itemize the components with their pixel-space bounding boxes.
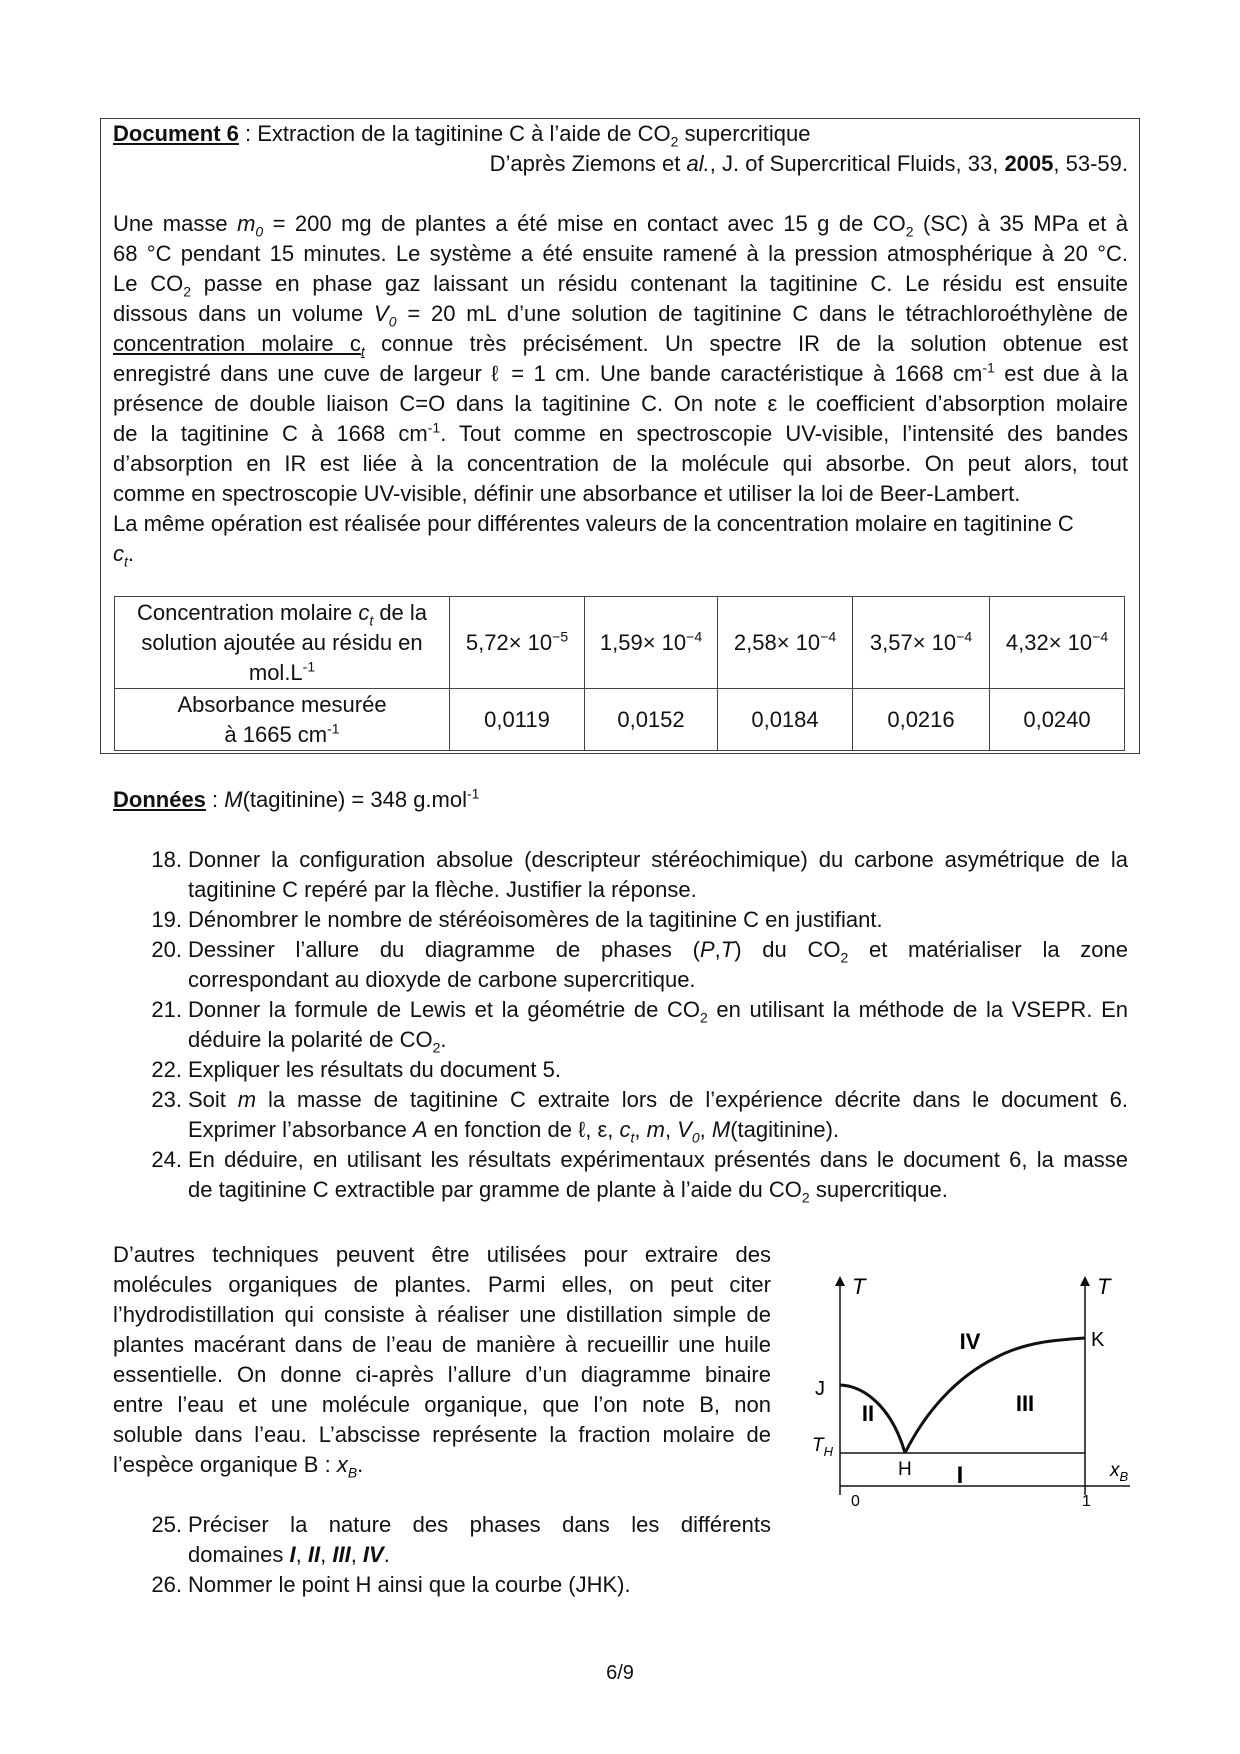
paragraph-line: plantes macérant dans de l’eau de manière à recueillir une huile xyxy=(113,1332,771,1357)
table-cell: 0,0152 xyxy=(585,689,718,751)
table-header-cell: Concentration molaire $c_t$ de la solution ajoutée au résidu en $mol.L^{-1}$ xyxy=(115,597,450,689)
table-cell: 0,0184 xyxy=(718,689,853,751)
document-6-title: Document 6 : Extraction de la tagitinine C à l’aide de $CO_2$ supercritique xyxy=(113,121,811,150)
paragraph-line: Une masse $m_0 = 200$ mg de plantes a été mise en contact avec 15 g de $CO_2$ (SC) à 35 MPa et à xyxy=(113,211,1128,240)
tick-0-label: 0 xyxy=(851,1493,860,1508)
question-19: Dénombrer le nombre de stéréoisomères de la tagitinine C en justifiant. xyxy=(188,907,883,932)
paragraph-line: concentration molaire $c_t$ connue très précisément. Un spectre IR de la solution obtenue est xyxy=(113,331,1128,360)
question-number: 20. xyxy=(151,937,182,962)
document-6-reference: D’après Ziemons et al., J. of Supercritical Fluids, 33, 2005, 53-59. xyxy=(489,151,1128,176)
region-ii-label: II xyxy=(861,1401,875,1426)
point-k-label: K xyxy=(1091,1329,1105,1351)
tick-1-label: 1 xyxy=(1082,1493,1091,1508)
right-axis-arrow xyxy=(1080,1276,1090,1286)
table-cell: $1,59\times 10^{-4}$ xyxy=(585,597,718,689)
t-axis-label-left: T xyxy=(852,1274,866,1299)
table-header-cell: Absorbance mesurée à 1665 $cm^{-1}$ xyxy=(115,689,450,751)
table-cell: 0,0119 xyxy=(450,689,585,751)
region-i-label: I xyxy=(956,1462,964,1489)
paragraph-line: entre l’eau et une molécule organique, que l’on note B, non xyxy=(113,1392,771,1417)
question-25: Préciser la nature des phases dans les différents xyxy=(188,1512,771,1537)
paragraph-line: présence de double liaison C=O dans la tagitinine C. On note ε le coefficient d’absorption molaire xyxy=(113,391,1128,416)
table-cell: 0,0216 xyxy=(853,689,990,751)
paragraph-line: l’hydrodistillation qui consiste à réaliser une distillation simple de xyxy=(113,1302,771,1327)
table-cell: $5,72\times 10^{-5}$ xyxy=(450,597,585,689)
question-number: 21. xyxy=(151,997,182,1022)
question-number: 22. xyxy=(151,1057,182,1082)
table-cell: $3,57\times 10^{-4}$ xyxy=(853,597,990,689)
paragraph-line: comme en spectroscopie UV-visible, définir une absorbance et utiliser la loi de Beer-Lambert. xyxy=(113,481,1021,506)
region-iv-label: IV xyxy=(959,1329,981,1354)
paragraph-line: l’espèce organique B : $x_B$. xyxy=(113,1452,364,1481)
paragraph-line: soluble dans l’eau. L’abscisse représente la fraction molaire de xyxy=(113,1422,771,1447)
xb-axis-label: $x_B$ xyxy=(1110,1460,1129,1484)
paragraph-line: La même opération est réalisée pour différentes valeurs de la concentration molaire en tagitinine C xyxy=(113,511,1074,536)
paragraph-line: $c_t$. xyxy=(113,541,135,570)
question-20-cont: correspondant au dioxyde de carbone supercritique. xyxy=(188,967,696,992)
question-number: 19. xyxy=(151,907,182,932)
table-row xyxy=(115,689,1125,751)
question-18-cont: tagitinine C repéré par la flèche. Justifier la réponse. xyxy=(188,877,697,902)
question-number: 23. xyxy=(151,1087,182,1112)
point-j-label: J xyxy=(815,1378,825,1400)
paragraph-line: molécules organiques de plantes. Parmi elles, on peut citer xyxy=(113,1272,771,1297)
paragraph-line: dissous dans un volume $V_0 = 20$ mL d’une solution de tagitinine C dans le tétrachloroéthylène de xyxy=(113,301,1128,330)
paragraph-line: 68 °C pendant 15 minutes. Le système a été ensuite ramené à la pression atmosphérique à 20 °C. xyxy=(113,241,1128,266)
question-number: 25. xyxy=(151,1512,182,1537)
left-axis-arrow xyxy=(835,1276,845,1286)
table-row xyxy=(115,597,1125,689)
question-23-cont: Exprimer l’absorbance A en fonction de ℓ, ε, $c_t$, m, $V_0$, M(tagitinine). xyxy=(188,1117,840,1146)
donnees-line: Données : M(tagitinine) = 348 g.mol$^{-1}$ xyxy=(113,785,480,812)
question-18: Donner la configuration absolue (descripteur stéréochimique) du carbone asymétrique de la xyxy=(188,847,1128,872)
paragraph-line: essentielle. On donne ci-après l’allure d’un diagramme binaire xyxy=(113,1362,771,1387)
question-number: 26. xyxy=(151,1572,182,1597)
curve-hk xyxy=(905,1338,1085,1453)
page-number: 6/9 xyxy=(606,1662,634,1684)
question-26: Nommer le point H ainsi que la courbe (JHK). xyxy=(188,1572,631,1597)
question-number: 24. xyxy=(151,1147,182,1172)
binary-phase-diagram xyxy=(800,1268,1140,1508)
th-label: $T_H$ xyxy=(812,1435,833,1459)
paragraph-line: d’absorption en IR est liée à la concentration de la molécule qui absorbe. On peut alors, tout xyxy=(113,451,1128,476)
question-25-cont: domaines I, II, III, IV. xyxy=(188,1542,390,1567)
question-24-cont: de tagitinine C extractible par gramme de plante à l’aide du $CO_2$ supercritique. xyxy=(188,1177,948,1206)
region-iii-label: III xyxy=(1015,1391,1035,1416)
question-21: Donner la formule de Lewis et la géométrie de $CO_2$ en utilisant la méthode de la VSEPR. En xyxy=(188,997,1128,1026)
question-number: 18. xyxy=(151,847,182,872)
question-24: En déduire, en utilisant les résultats expérimentaux présentés dans le document 6, la masse xyxy=(188,1147,1128,1172)
paragraph-line: de la tagitinine C à 1668 $cm^{-1}$. Tout comme en spectroscopie UV-visible, l’intensité des bandes xyxy=(113,419,1128,446)
point-h-label: H xyxy=(898,1459,912,1480)
paragraph-line: D’autres techniques peuvent être utilisées pour extraire des xyxy=(113,1242,771,1267)
table-cell: 0,0240 xyxy=(990,689,1125,751)
question-23: Soit m la masse de tagitinine C extraite lors de l’expérience décrite dans le document 6. xyxy=(188,1087,1128,1112)
question-20: Dessiner l’allure du diagramme de phases (P,T) du $CO_2$ et matérialiser la zone xyxy=(188,937,1128,966)
table-cell: $2,58\times 10^{-4}$ xyxy=(718,597,853,689)
paragraph-line: Le $CO_2$ passe en phase gaz laissant un résidu contenant la tagitinine C. Le résidu est ensuite xyxy=(113,271,1128,300)
t-axis-label-right: T xyxy=(1097,1274,1111,1299)
paragraph-line: enregistré dans une cuve de largeur ℓ = 1 cm. Une bande caractéristique à 1668 $cm^{-1}$ est due à la xyxy=(113,359,1128,386)
question-21-cont: déduire la polarité de $CO_2$. xyxy=(188,1027,447,1056)
concentration-absorbance-table xyxy=(114,596,1125,751)
table-cell: $4,32\times 10^{-4}$ xyxy=(990,597,1125,689)
question-22: Expliquer les résultats du document 5. xyxy=(188,1057,561,1082)
